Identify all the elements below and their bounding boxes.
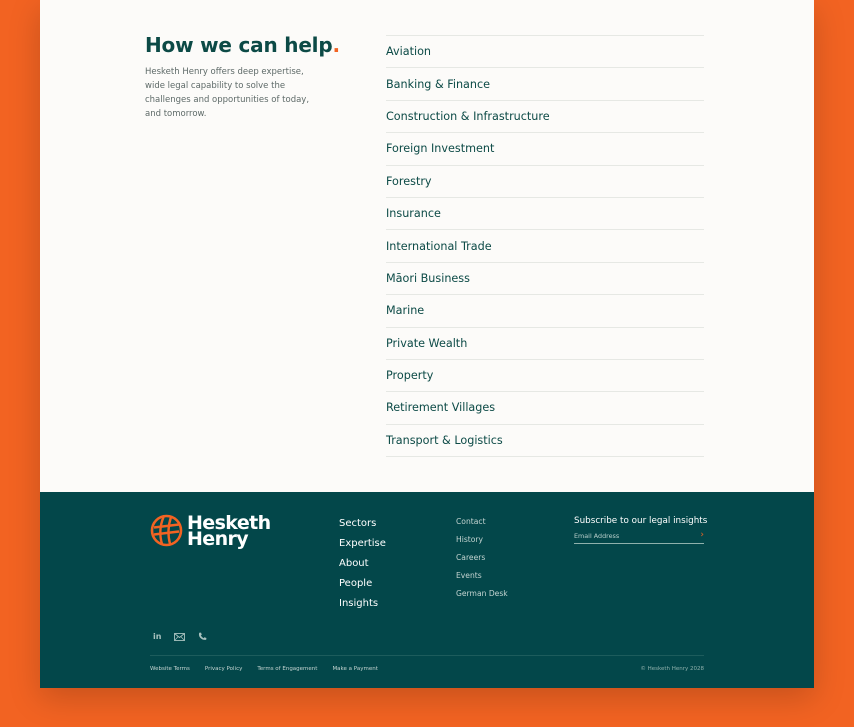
heading-accent-dot: .	[332, 33, 340, 57]
footer-link-events[interactable]: Events	[456, 571, 482, 580]
hesketh-henry-globe-icon	[150, 514, 183, 547]
site-footer	[40, 492, 814, 688]
section-description: Hesketh Henry offers deep expertise, wide legal capability to solve the challenges and opportunities of today, and tomorrow.	[145, 67, 310, 119]
footer-nav-insights[interactable]: Insights	[339, 598, 379, 609]
phone-icon[interactable]	[198, 632, 207, 641]
linkedin-icon[interactable]: in	[153, 632, 162, 641]
sector-link-construction-infrastructure[interactable]: Construction & Infrastructure	[386, 101, 704, 133]
sector-link-retirement-villages[interactable]: Retirement Villages	[386, 392, 704, 424]
legal-links	[150, 666, 378, 672]
email-input[interactable]	[574, 532, 684, 540]
sector-link-property[interactable]: Property	[386, 360, 704, 392]
sector-link-marine[interactable]: Marine	[386, 295, 704, 327]
footer-secondary-nav	[456, 513, 508, 603]
footer-nav-sectors[interactable]: Sectors	[339, 518, 377, 529]
footer-nav-expertise[interactable]: Expertise	[339, 538, 386, 549]
footer-main-nav	[339, 514, 386, 614]
section-heading	[145, 32, 340, 58]
footer-link-careers[interactable]: Careers	[456, 553, 486, 562]
make-a-payment-link[interactable]: Make a Payment	[332, 666, 378, 672]
sector-list	[386, 35, 704, 457]
footer-link-history[interactable]: History	[456, 535, 484, 544]
sector-link-banking-finance[interactable]: Banking & Finance	[386, 68, 704, 100]
logo-wordmark	[187, 512, 271, 550]
sector-link-insurance[interactable]: Insurance	[386, 198, 704, 230]
sector-link-private-wealth[interactable]: Private Wealth	[386, 328, 704, 360]
email-icon[interactable]	[174, 633, 185, 641]
how-we-can-help-section	[40, 0, 814, 492]
sector-link-foreign-investment[interactable]: Foreign Investment	[386, 133, 704, 165]
subscribe-title: Subscribe to our legal insights	[574, 516, 708, 526]
footer-nav-people[interactable]: People	[339, 578, 373, 589]
intro-block	[145, 32, 340, 121]
logo-line-2: Henry	[187, 528, 249, 550]
sector-link-forestry[interactable]: Forestry	[386, 166, 704, 198]
hesketh-henry-logo[interactable]	[150, 512, 271, 550]
sector-link-transport-logistics[interactable]: Transport & Logistics	[386, 425, 704, 457]
section-heading-text: How we can help	[145, 33, 333, 57]
chevron-right-icon[interactable]: ›	[700, 530, 704, 540]
page-frame	[40, 0, 814, 688]
subscribe-form	[574, 531, 704, 544]
logo-line-1: Hesketh	[187, 512, 271, 534]
copyright-text: © Hesketh Henry 2028	[640, 666, 704, 672]
social-links	[153, 632, 207, 641]
sector-link-international-trade[interactable]: International Trade	[386, 230, 704, 262]
terms-of-engagement-link[interactable]: Terms of Engagement	[257, 666, 318, 672]
footer-nav-about[interactable]: About	[339, 558, 369, 569]
sector-link-maori-business[interactable]: Māori Business	[386, 263, 704, 295]
footer-link-german-desk[interactable]: German Desk	[456, 589, 508, 598]
privacy-policy-link[interactable]: Privacy Policy	[204, 666, 243, 672]
footer-link-contact[interactable]: Contact	[456, 517, 486, 526]
footer-divider	[150, 655, 704, 656]
sector-link-aviation[interactable]: Aviation	[386, 36, 704, 68]
website-terms-link[interactable]: Website Terms	[150, 666, 190, 672]
newsletter-subscribe	[574, 516, 708, 544]
